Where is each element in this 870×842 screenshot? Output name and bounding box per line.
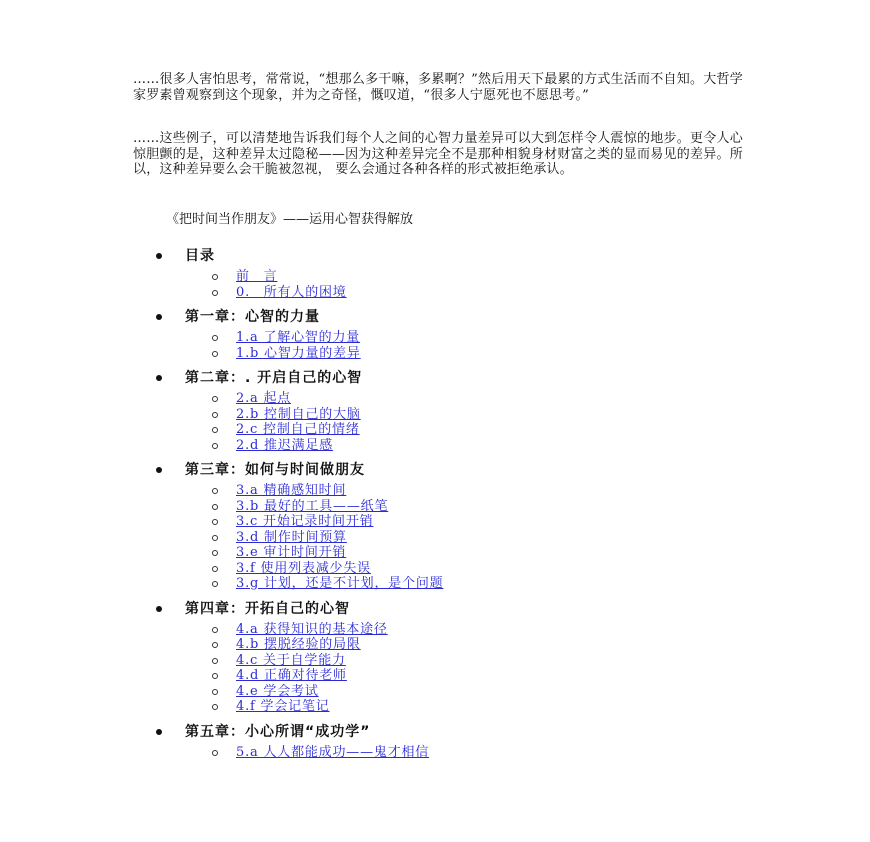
hollow-bullet-icon [212, 673, 218, 679]
chapter-heading [150, 459, 750, 481]
bullet-icon [156, 606, 162, 612]
toc-link[interactable]: 3.f 使用列表减少失误 [236, 560, 371, 576]
toc-item [150, 438, 750, 454]
toc-link[interactable]: 2.a 起点 [236, 391, 292, 406]
hollow-bullet-icon [212, 290, 218, 296]
hollow-bullet-icon [212, 504, 218, 510]
intro-paragraph: ……这些例子，可以清楚地告诉我们每个人之间的心智力量差异可以大到怎样令人震惊的地步。更令人心惊胆颤的是，这种差异太过隐秘——因为这种差异完全不是那种相貌身材财富之类的显而易见的差异。所以，这种差异要么会干脆被忽视， 要么会通过各种各样的形式被拒绝承认。 [133, 131, 743, 178]
toc-item [150, 576, 750, 592]
chapter-title-text: 第二章：. 开启自己的心智 [185, 370, 363, 386]
toc-link[interactable]: 4.e 学会考试 [236, 683, 319, 699]
toc-item [150, 514, 750, 530]
toc-link[interactable]: 4.f 学会记笔记 [236, 699, 330, 714]
toc-chapter [150, 367, 750, 453]
toc-item [150, 745, 750, 761]
toc-link[interactable]: 1.b 心智力量的差异 [236, 345, 361, 361]
hollow-bullet-icon [212, 274, 218, 280]
hollow-bullet-icon [212, 689, 218, 695]
hollow-bullet-icon [212, 566, 218, 572]
toc-item [150, 483, 750, 499]
chapter-heading [150, 721, 750, 743]
chapter-title-text: 第三章：如何与时间做朋友 [185, 462, 365, 478]
hollow-bullet-icon [212, 627, 218, 633]
chapter-title-text: 第四章：开拓自己的心智 [185, 600, 350, 617]
hollow-bullet-icon [212, 351, 218, 357]
hollow-bullet-icon [212, 704, 218, 710]
hollow-bullet-icon [212, 519, 218, 525]
hollow-bullet-icon [212, 396, 218, 402]
toc-link[interactable]: 3.a 精确感知时间 [236, 483, 347, 498]
toc-item [150, 684, 750, 700]
toc-link[interactable]: 2.c 控制自己的情绪 [236, 422, 360, 437]
toc-link[interactable]: 5.a 人人都能成功——鬼才相信 [236, 744, 430, 760]
chapter-items [150, 391, 750, 453]
chapter-heading [150, 598, 750, 620]
chapter-items [150, 269, 750, 300]
hollow-bullet-icon [212, 658, 218, 664]
toc-item [150, 285, 750, 301]
toc-link[interactable]: 3.g 计划，还是不计划，是个问题 [236, 576, 444, 591]
toc-link[interactable]: 3.b 最好的工具——纸笔 [236, 498, 389, 514]
hollow-bullet-icon [212, 550, 218, 556]
book-source-line: 《把时间当作朋友》——运用心智获得解放 [166, 212, 414, 227]
chapter-title-text: 第五章：小心所谓“成功学” [185, 723, 371, 740]
intro-paragraph: ……很多人害怕思考，常常说，“想那么多干嘛，多累啊？”然后用天下最累的方式生活而不自知。大哲学家罗素曾观察到这个现象，并为之奇怪，慨叹道，“很多人宁愿死也不愿思考。” [133, 72, 743, 103]
toc-item [150, 422, 750, 438]
toc-chapter [150, 306, 750, 361]
chapter-items [150, 483, 750, 592]
hollow-bullet-icon [212, 642, 218, 648]
toc-item [150, 637, 750, 653]
chapter-title-text: 目录 [185, 248, 215, 264]
chapter-items [150, 745, 750, 761]
toc-chapter [150, 598, 750, 715]
chapter-title-text: 第一章：心智的力量 [185, 309, 320, 325]
table-of-contents [150, 245, 750, 766]
hollow-bullet-icon [212, 750, 218, 756]
toc-item [150, 407, 750, 423]
toc-item [150, 346, 750, 362]
bullet-icon [156, 729, 162, 735]
toc-item [150, 330, 750, 346]
toc-item [150, 622, 750, 638]
toc-item [150, 699, 750, 715]
toc-chapter [150, 459, 750, 592]
hollow-bullet-icon [212, 581, 218, 587]
toc-link[interactable]: 3.c 开始记录时间开销 [236, 514, 374, 529]
bullet-icon [156, 467, 162, 473]
hollow-bullet-icon [212, 535, 218, 541]
bullet-icon [156, 375, 162, 381]
toc-link[interactable]: 4.d 正确对待老师 [236, 668, 347, 683]
toc-item [150, 499, 750, 515]
toc-link[interactable]: 1.a 了解心智的力量 [236, 330, 361, 345]
toc-item [150, 561, 750, 577]
toc-link[interactable]: 3.e 审计时间开销 [236, 545, 347, 560]
toc-item [150, 545, 750, 561]
toc-item [150, 391, 750, 407]
toc-link[interactable]: 4.a 获得知识的基本途径 [236, 621, 388, 637]
chapter-heading [150, 367, 750, 389]
chapter-heading [150, 306, 750, 328]
hollow-bullet-icon [212, 488, 218, 494]
bullet-icon [156, 253, 162, 259]
toc-item [150, 668, 750, 684]
toc-item [150, 530, 750, 546]
bullet-icon [156, 314, 162, 320]
toc-link[interactable]: 2.d 推迟满足感 [236, 437, 334, 453]
hollow-bullet-icon [212, 335, 218, 341]
chapter-heading [150, 245, 750, 267]
toc-link[interactable]: 2.b 控制自己的大脑 [236, 406, 361, 422]
toc-item [150, 269, 750, 285]
toc-link[interactable]: 前 言 [236, 269, 278, 284]
hollow-bullet-icon [212, 443, 218, 449]
toc-chapter [150, 245, 750, 300]
hollow-bullet-icon [212, 427, 218, 433]
hollow-bullet-icon [212, 412, 218, 418]
toc-item [150, 653, 750, 669]
toc-link[interactable]: 4.b 摆脱经验的局限 [236, 637, 361, 652]
chapter-items [150, 330, 750, 361]
toc-link[interactable]: 4.c 关于自学能力 [236, 652, 346, 668]
toc-link[interactable]: 3.d 制作时间预算 [236, 529, 347, 545]
toc-link[interactable]: 0. 所有人的困境 [236, 284, 347, 300]
toc-chapter [150, 721, 750, 761]
chapter-items [150, 622, 750, 715]
